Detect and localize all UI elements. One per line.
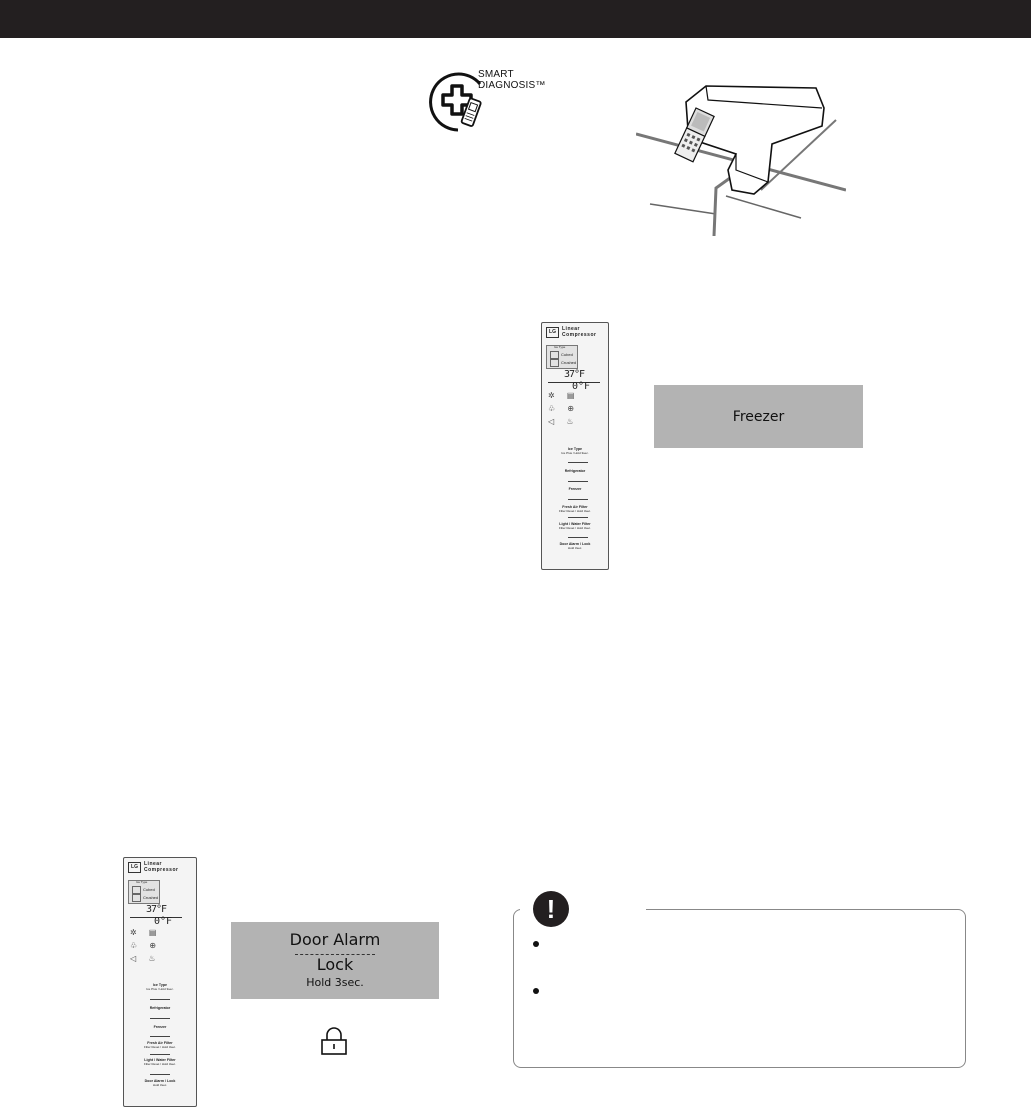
note-bullet-1 — [533, 941, 539, 947]
note-box — [513, 909, 966, 1068]
refrigerator-button[interactable]: Refrigerator — [149, 1006, 171, 1010]
door-alarm-lock-button[interactable]: Door Alarm / Lock Hold 3sec. — [559, 542, 591, 550]
ice-option-crushed: Crushed — [143, 895, 159, 900]
freezer-display-label: Freezer — [732, 408, 785, 425]
door-alarm-lock-display — [231, 922, 439, 999]
status-icons-row-1: ✲ ▤ — [548, 391, 580, 400]
status-icons-row-2: ♧ ⊕ — [130, 941, 162, 950]
lg-logo: LG — [546, 327, 559, 338]
status-icons-row-3: ◁ ♨ — [130, 954, 161, 963]
freezer-button[interactable]: Freezer — [153, 1025, 167, 1029]
crushed-ice-icon — [550, 359, 559, 367]
light-water-filter-button[interactable]: Light / Water Filter Filter Reset / Hold 3sec. — [558, 522, 591, 530]
fresh-air-filter-button[interactable]: Fresh Air Filter Filter Reset / Hold 3sec. — [143, 1041, 176, 1049]
ice-option-cubed: Cubed — [561, 352, 573, 357]
status-icons-row-3: ◁ ♨ — [548, 417, 579, 426]
fresh-air-filter-button[interactable]: Fresh Air Filter Filter Reset / Hold 3sec. — [558, 505, 591, 513]
door-alarm-label: Door Alarm — [289, 930, 381, 949]
door-alarm-lock-button[interactable]: Door Alarm / Lock Hold 3sec. — [144, 1079, 176, 1087]
control-panel-upper — [541, 322, 609, 570]
hold-instruction: Hold 3sec. — [306, 976, 364, 989]
smart-diagnosis-logo — [428, 68, 548, 138]
freezer-display — [654, 385, 863, 448]
status-icons-row-2: ♧ ⊕ — [548, 404, 580, 413]
exclamation-icon: ! — [533, 891, 569, 927]
ice-type-title: Ice Type — [136, 880, 148, 884]
control-panel-lower — [123, 857, 197, 1107]
light-water-filter-button[interactable]: Light / Water Filter Filter Reset / Hold 3sec. — [143, 1058, 176, 1066]
fridge-temp-display: 37°F — [564, 369, 585, 380]
ice-type-title: Ice Type — [554, 345, 566, 349]
brand-label — [562, 326, 596, 338]
phone-on-door-illustration — [636, 78, 846, 238]
lock-label: Lock — [316, 955, 354, 974]
brand-line-1: Linear — [562, 326, 581, 332]
brand-line-1: Linear — [144, 861, 163, 867]
brand-line-2: Compressor — [562, 332, 597, 338]
ice-type-indicator — [128, 880, 160, 904]
cubed-ice-icon — [132, 886, 141, 894]
brand-label — [144, 861, 178, 873]
ice-option-cubed: Cubed — [143, 887, 155, 892]
lg-logo: LG — [128, 862, 141, 873]
brand-line-2: Compressor — [144, 867, 179, 873]
fridge-temp-display: 37°F — [146, 904, 167, 915]
header-bar — [0, 0, 1031, 38]
ice-option-crushed: Crushed — [561, 360, 577, 365]
ice-type-button[interactable]: Ice Type Ice Plus / Hold 3sec. — [561, 447, 589, 455]
status-icons-row-1: ✲ ▤ — [130, 928, 162, 937]
note-bullet-2 — [533, 988, 539, 994]
ice-type-button[interactable]: Ice Type Ice Plus / Hold 3sec. — [146, 983, 174, 991]
freezer-button[interactable]: Freezer — [568, 487, 582, 491]
cubed-ice-icon — [550, 351, 559, 359]
refrigerator-button[interactable]: Refrigerator — [564, 469, 586, 473]
freezer-temp-display: 0°F — [154, 916, 173, 927]
ice-type-indicator — [546, 345, 578, 369]
crushed-ice-icon — [132, 894, 141, 902]
smart-diagnosis-label-2: DIAGNOSIS™ — [478, 80, 546, 91]
padlock-icon — [318, 1027, 350, 1055]
freezer-temp-display: 0°F — [572, 381, 591, 392]
smart-diagnosis-label-1: SMART — [478, 69, 514, 80]
